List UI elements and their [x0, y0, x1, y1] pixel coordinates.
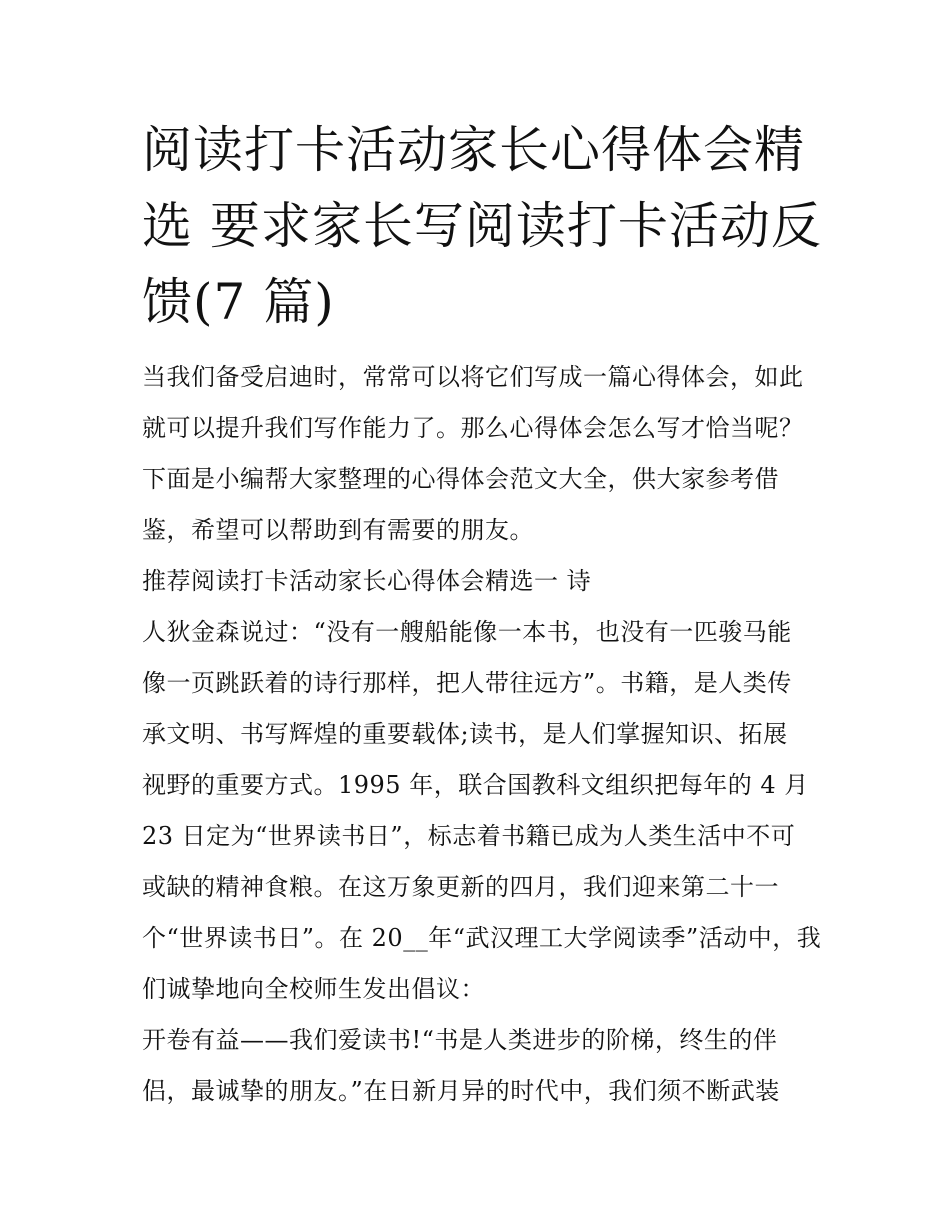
body-line: 就可以提升我们写作能力了。那么心得体会怎么写才恰当呢？ — [142, 414, 804, 442]
body-line: 人狄金森说过：“没有一艘船能像一本书，也没有一匹骏马能 — [142, 618, 792, 646]
body-line: 承文明、书写辉煌的重要载体;读书，是人们掌握知识、拓展 — [142, 720, 788, 748]
body-line: 开卷有益——我们爱读书!“书是人类进步的阶梯，终生的伴 — [142, 1026, 778, 1054]
body-line: 们诚挚地向全校师生发出倡议： — [142, 975, 485, 1003]
document-title — [142, 112, 822, 340]
body-line: 像一页跳跃着的诗行那样，把人带往远方”。书籍，是人类传 — [142, 669, 792, 697]
title-line: 阅读打卡活动家长心得体会精 — [142, 121, 805, 179]
body-line: 视野的重要方式。1995 年，联合国教科文组织把每年的 4 月 — [142, 771, 809, 799]
body-line: 23 日定为“世界读书日”，标志着书籍已成为人类生活中不可 — [142, 822, 796, 850]
title-line: 馈(7 篇) — [142, 273, 335, 331]
body-line: 当我们备受启迪时，常常可以将它们写成一篇心得体会，如此 — [142, 363, 804, 391]
document-body — [142, 352, 822, 1117]
body-line: 下面是小编帮大家整理的心得体会范文大全，供大家参考借 — [142, 465, 779, 493]
body-line: 侣，最诚挚的朋友。”在日新月异的时代中，我们须不断武装 — [142, 1077, 780, 1105]
body-line: 鉴，希望可以帮助到有需要的朋友。 — [142, 516, 534, 544]
section-heading-line: 推荐阅读打卡活动家长心得体会精选一 诗 — [142, 567, 592, 595]
body-line: 或缺的精神食粮。在这万象更新的四月，我们迎来第二十一 — [142, 873, 779, 901]
title-line: 选 要求家长写阅读打卡活动反 — [142, 197, 822, 255]
body-line: 个“世界读书日”。在 20__年“武汉理工大学阅读季”活动中，我 — [142, 924, 822, 952]
